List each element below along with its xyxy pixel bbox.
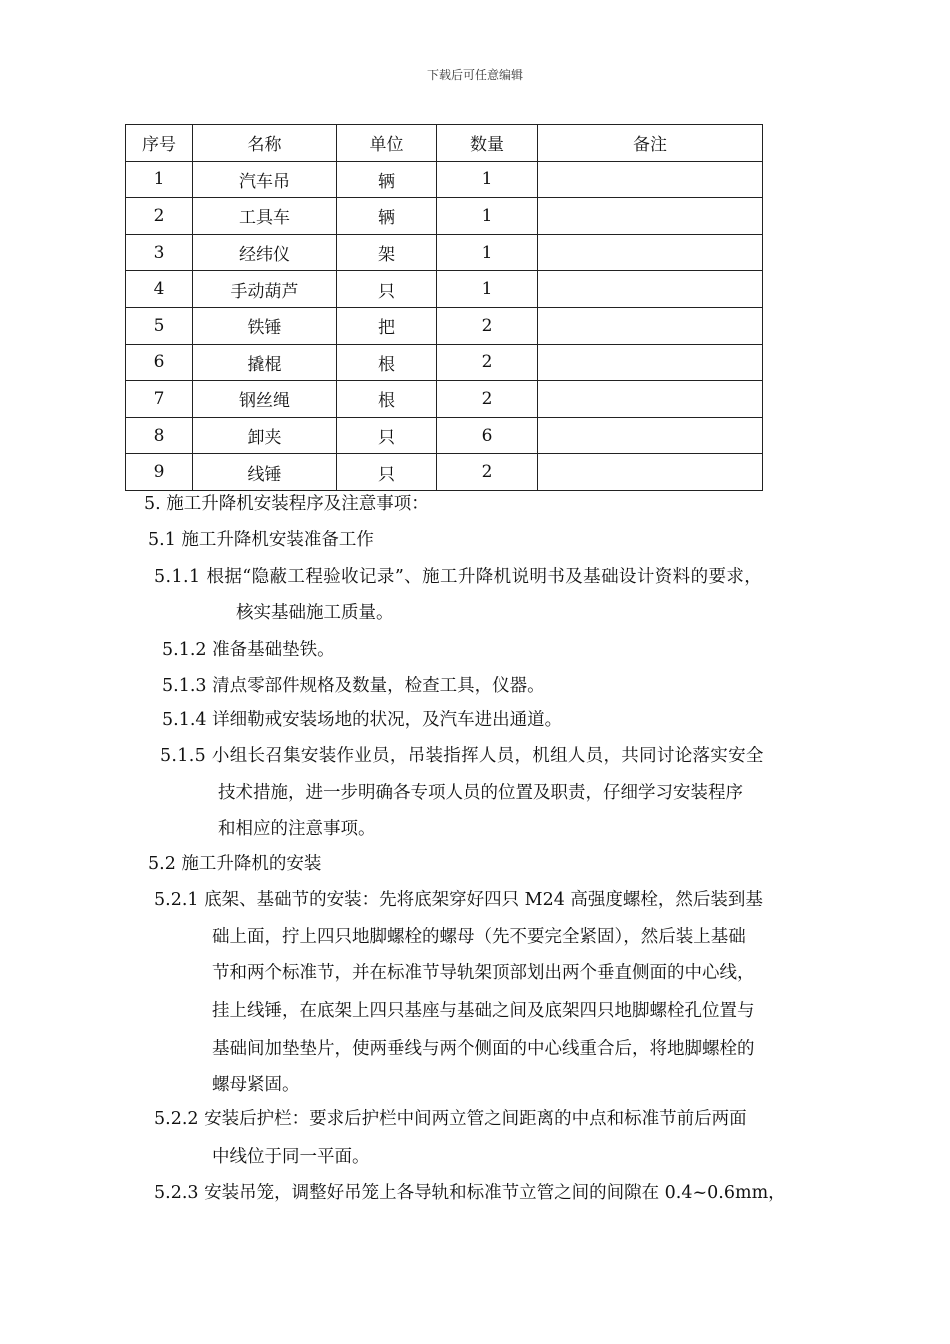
table-cell: 4 (126, 271, 193, 308)
paragraph-line: 5.1.5 小组长召集安装作业员，吊装指挥人员，机组人员，共同讨论落实安全 (160, 746, 764, 766)
table-cell: 6 (126, 344, 193, 381)
table-cell: 根 (337, 381, 437, 418)
table-header-row (126, 125, 763, 162)
table-row (126, 381, 763, 418)
table-cell: 卸夹 (193, 417, 337, 454)
header-note: 下载后可任意编辑 (426, 68, 523, 82)
table-cell: 8 (126, 417, 193, 454)
table-cell (538, 417, 763, 454)
table-cell: 5 (126, 307, 193, 344)
section-heading: 5. 施工升降机安装程序及注意事项： (144, 494, 429, 514)
paragraph-line: 螺母紧固。 (212, 1075, 300, 1095)
paragraph-line: 节和两个标准节，并在标准节导轨架顶部划出两个垂直侧面的中心线， (212, 963, 755, 983)
table-cell (538, 271, 763, 308)
table-row (126, 234, 763, 271)
column-header: 单位 (337, 125, 437, 162)
column-header: 数量 (437, 125, 538, 162)
paragraph-line: 和相应的注意事项。 (218, 819, 376, 839)
table-cell: 撬棍 (193, 344, 337, 381)
table-row (126, 198, 763, 235)
table-cell: 根 (337, 344, 437, 381)
table-cell (538, 344, 763, 381)
table-cell: 2 (437, 344, 538, 381)
table-cell: 工具车 (193, 198, 337, 235)
column-header: 序号 (126, 125, 193, 162)
table-cell: 3 (126, 234, 193, 271)
paragraph-line: 础上面，拧上四只地脚螺栓的螺母（先不要完全紧固），然后装上基础 (212, 927, 746, 947)
table-cell: 6 (437, 417, 538, 454)
table-cell: 辆 (337, 198, 437, 235)
table-cell (538, 161, 763, 198)
paragraph-line: 5.2.3 安装吊笼，调整好吊笼上各导轨和标准节立管之间的间隙在 0.4~0.6mm， (154, 1183, 786, 1203)
paragraph-line: 中线位于同一平面。 (212, 1147, 370, 1167)
table-cell: 架 (337, 234, 437, 271)
table-cell: 只 (337, 417, 437, 454)
table-row (126, 307, 763, 344)
paragraph-line: 挂上线锤，在底架上四只基座与基础之间及底架四只地脚螺栓孔位置与 (212, 1001, 755, 1021)
table-cell: 经纬仪 (193, 234, 337, 271)
paragraph-line: 5.1.4 详细勒戒安装场地的状况，及汽车进出通道。 (162, 710, 563, 730)
table-cell (538, 381, 763, 418)
table-cell: 1 (437, 271, 538, 308)
column-header: 备注 (538, 125, 763, 162)
table-cell: 钢丝绳 (193, 381, 337, 418)
table-cell: 2 (437, 381, 538, 418)
paragraph-line: 5.2.1 底架、基础节的安装：先将底架穿好四只 M24 高强度螺栓，然后装到基 (154, 890, 763, 910)
table-cell: 2 (126, 198, 193, 235)
table-cell: 线锤 (193, 454, 337, 491)
paragraph-line: 5.2.2 安装后护栏：要求后护栏中间两立管之间距离的中点和标准节前后两面 (154, 1109, 747, 1129)
table-row (126, 454, 763, 491)
paragraph-line: 核实基础施工质量。 (236, 603, 394, 623)
table-row (126, 161, 763, 198)
table-cell: 辆 (337, 161, 437, 198)
column-header: 名称 (193, 125, 337, 162)
subsection-heading: 5.1 施工升降机安装准备工作 (148, 530, 374, 550)
table-cell (538, 307, 763, 344)
table-cell: 1 (437, 161, 538, 198)
table-cell: 铁锤 (193, 307, 337, 344)
paragraph-line: 5.1.2 准备基础垫铁。 (162, 640, 335, 660)
table-cell (538, 198, 763, 235)
table-row (126, 271, 763, 308)
table-cell (538, 234, 763, 271)
table-row (126, 417, 763, 454)
paragraph-line: 基础间加垫垫片，使两垂线与两个侧面的中心线重合后，将地脚螺栓的 (212, 1039, 755, 1059)
table-cell: 把 (337, 307, 437, 344)
table-cell: 7 (126, 381, 193, 418)
table-cell: 只 (337, 271, 437, 308)
table-cell: 2 (437, 454, 538, 491)
table-cell: 汽车吊 (193, 161, 337, 198)
table-cell: 1 (437, 198, 538, 235)
table-cell: 只 (337, 454, 437, 491)
table-cell: 手动葫芦 (193, 271, 337, 308)
table-cell: 1 (126, 161, 193, 198)
table-cell: 9 (126, 454, 193, 491)
paragraph-line: 5.1.1 根据“隐蔽工程验收记录”、施工升降机说明书及基础设计资料的要求， (154, 567, 763, 587)
table-cell: 1 (437, 234, 538, 271)
table-row (126, 344, 763, 381)
subsection-heading: 5.2 施工升降机的安装 (148, 854, 322, 874)
paragraph-line: 技术措施，进一步明确各专项人员的位置及职责，仔细学习安装程序 (218, 783, 743, 803)
table-cell: 2 (437, 307, 538, 344)
equipment-table (125, 124, 763, 491)
paragraph-line: 5.1.3 清点零部件规格及数量，检查工具，仪器。 (162, 676, 545, 696)
table-cell (538, 454, 763, 491)
